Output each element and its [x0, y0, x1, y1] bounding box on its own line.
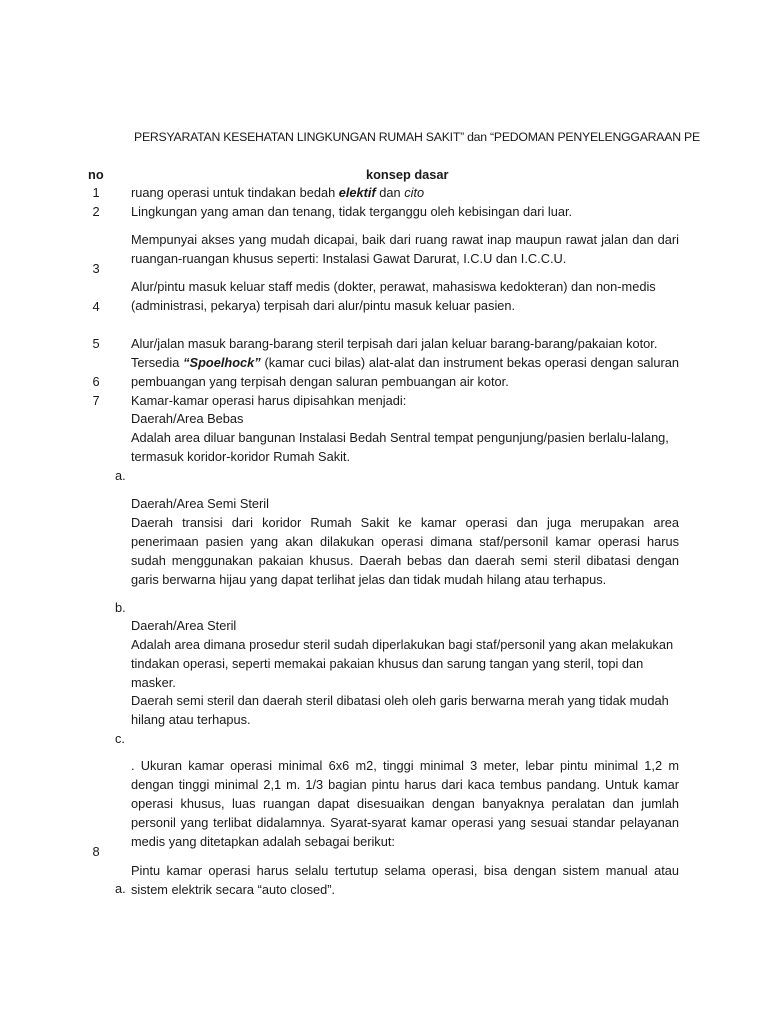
area-semi-steril-title: Daerah/Area Semi Steril [131, 496, 269, 511]
row-text-1: ruang operasi untuk tindakan bedah elektif dan cito [131, 185, 425, 200]
row-7-intro: Kamar-kamar operasi harus dipisahkan menjadi: [131, 393, 407, 408]
row-number-1: 1 [92, 185, 100, 200]
row-number-8: 8 [92, 844, 100, 859]
row-8-item-a-text: Pintu kamar operasi harus selalu tertutup selama operasi, bisa dengan sistem manual atau sistem elektrik secara “auto closed”. [131, 863, 679, 897]
row-text-4: Alur/pintu masuk keluar staff medis (dokter, perawat, mahasiswa kedokteran) dan non-medis (administrasi, pekarya) terpisah dari alur/pintu masuk keluar pasien. [131, 279, 656, 313]
document-title: PERSYARATAN KESEHATAN LINGKUNGAN RUMAH SAKIT” dan “PEDOMAN PENYELENGGARAAN PE [134, 130, 700, 144]
column-header-konsep-dasar: konsep dasar [366, 167, 449, 182]
row-8-intro: . Ukuran kamar operasi minimal 6x6 m2, tinggi minimal 3 meter, lebar pintu minimal 1,2 m dengan tinggi minimal 2,1 m. 1/3 bagian pintu harus dari kaca tembus pandang. Untuk kamar operasi khusus, luas ruangan dapat disesuaikan dengan banyaknya peralatan dan jumlah personil yang terlibat didalamnya. Syarat-syarat kamar operasi yang sesuai standar pelayanan medis yang ditetapkan adalah sebagai berikut: [131, 758, 679, 849]
area-bebas-title: Daerah/Area Bebas [131, 411, 244, 426]
row-text-5: Alur/jalan masuk barang-barang steril terpisah dari jalan keluar barang-barang/pakaian kotor. [131, 336, 658, 351]
marker-c: c. [115, 731, 125, 746]
row-number-2: 2 [92, 204, 100, 219]
row-text-6: Tersedia “Spoelhock” (kamar cuci bilas) alat-alat dan instrument bekas operasi dengan saluran pembuangan yang terpisah dengan saluran pembuangan air kotor. [131, 355, 679, 389]
area-steril-text-1: Adalah area dimana prosedur steril sudah diperlakukan bagi staf/personil yang akan melakukan tindakan operasi, seperti memakai pakaian khusus dan sarung tangan yang steril, topi dan masker. [131, 637, 674, 690]
row-8-marker-a: a. [115, 881, 126, 896]
row-text-3: Mempunyai akses yang mudah dicapai, baik dari ruang rawat inap maupun rawat jalan dan dari ruangan-ruangan khusus seperti: Instalasi Gawat Darurat, I.C.U dan I.C.C.U. [131, 232, 679, 266]
area-bebas-text: Adalah area diluar bangunan Instalasi Bedah Sentral tempat pengunjung/pasien berlalu-lalang, termasuk koridor-koridor Rumah Sakit. [131, 430, 669, 464]
row-number-3: 3 [92, 261, 100, 276]
row-number-6: 6 [92, 374, 100, 389]
area-semi-steril-text: Daerah transisi dari koridor Rumah Sakit ke kamar operasi dan juga merupakan area penerimaan pasien yang akan dilakukan operasi dimana staf/personil kamar operasi harus sudah menggunakan pakaian khusus. Daerah bebas dan daerah semi steril dibatasi dengan garis berwarna hijau yang dapat terlihat jelas dan tidak mudah hilang atau terhapus. [131, 515, 679, 587]
row-number-7: 7 [92, 393, 100, 408]
row-number-4: 4 [92, 299, 100, 314]
marker-a: a. [115, 468, 126, 483]
row-text-2: Lingkungan yang aman dan tenang, tidak terganggu oleh kebisingan dari luar. [131, 204, 573, 219]
area-steril-title: Daerah/Area Steril [131, 618, 237, 633]
area-steril-text-2: Daerah semi steril dan daerah steril dibatasi oleh oleh garis berwarna merah yang tidak mudah hilang atau terhapus. [131, 693, 669, 727]
column-header-no: no [88, 167, 104, 182]
row-number-5: 5 [92, 336, 100, 351]
marker-b: b. [115, 600, 126, 615]
